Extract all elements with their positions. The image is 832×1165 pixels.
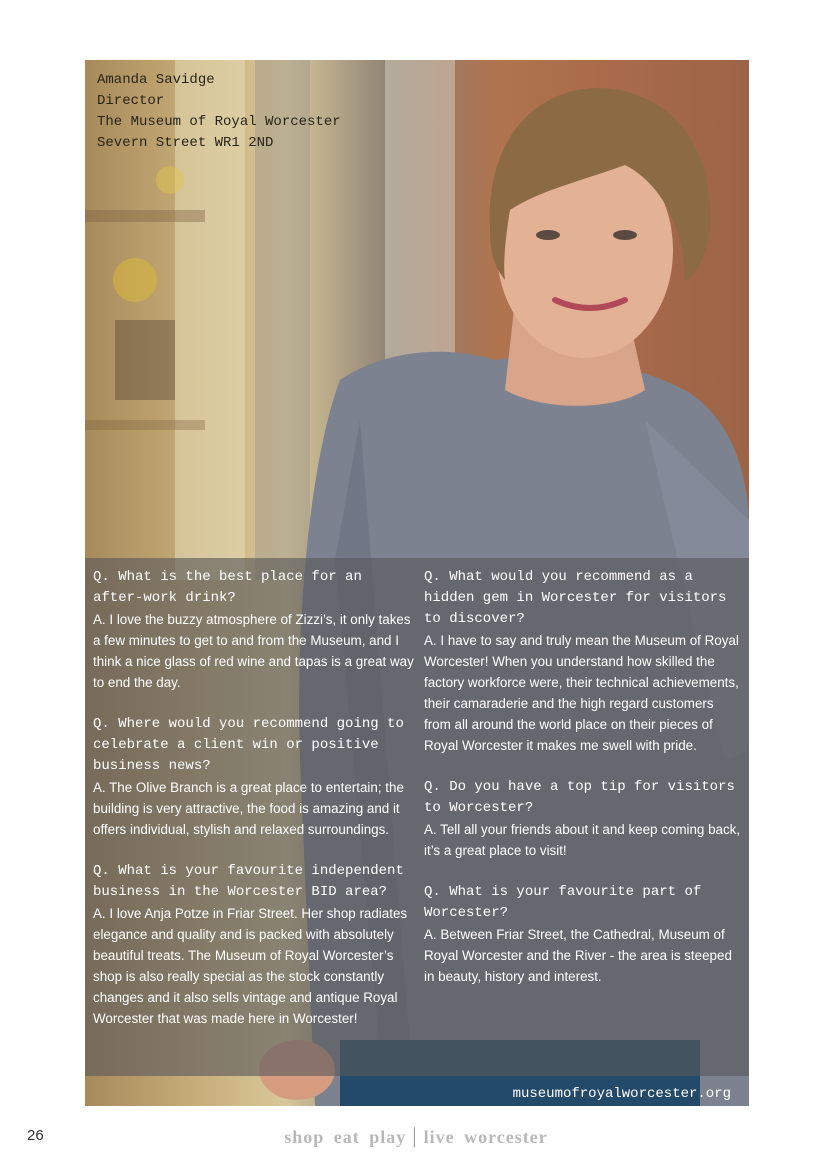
question: Q. Do you have a top tip for visitors to Worcester?: [424, 779, 735, 816]
answer: A. I have to say and truly mean the Museum of Royal Worcester! When you understand how skilled the factory workforce were, their technical achievements, their camaraderie and the high regard customers from all around the world place on their pieces of Royal Worcester it makes me swell with pride.: [424, 633, 739, 753]
question: Q. What is the best place for an after-work drink?: [93, 569, 362, 606]
portrait-photo: [85, 60, 749, 1106]
answer: A. I love the buzzy atmosphere of Zizzi’s, it only takes a few minutes to get to and from the Museum, and I think a nice glass of red wine and tapas is a great way to end the day.: [93, 612, 414, 690]
qa-column-right: [424, 567, 744, 987]
answer: A. I love Anja Potze in Friar Street. Her shop radiates elegance and quality and is packed with absolutely beautiful treats. The Museum of Royal Worcester’s shop is also really special as the stock constantly changes and it also sells vintage and antique Royal Worcester that was made here in Worcester!: [93, 906, 408, 1026]
page-number: 26: [27, 1127, 44, 1144]
answer: A. Between Friar Street, the Cathedral, Museum of Royal Worcester and the River - the area is steeped in beauty, history and interest.: [424, 927, 732, 984]
interviewee-role: Director: [97, 93, 165, 109]
interviewee-address: Severn Street WR1 2ND: [97, 135, 274, 151]
website-link[interactable]: museumofroyalworcester.org: [512, 1086, 731, 1102]
answer: A. The Olive Branch is a great place to entertain; the building is very attractive, the food is amazing and it offers individual, stylish and relaxed surroundings.: [93, 780, 404, 837]
footer-separator: |: [412, 1123, 418, 1148]
footer-left: shop eat play: [284, 1127, 407, 1147]
question: Q. What would you recommend as a hidden gem in Worcester for visitors to discover?: [424, 569, 727, 627]
answer: A. Tell all your friends about it and keep coming back, it’s a great place to visit!: [424, 822, 741, 858]
qa-column-left: [93, 567, 418, 1029]
interviewee-credit: [97, 70, 341, 154]
question: Q. What is your favourite part of Worcester?: [424, 884, 702, 921]
footer-right: live worcester: [423, 1127, 548, 1147]
question: Q. What is your favourite independent business in the Worcester BID area?: [93, 863, 404, 900]
interviewee-organisation: The Museum of Royal Worcester: [97, 114, 341, 130]
footer-brand: [0, 1123, 832, 1149]
interviewee-name: Amanda Savidge: [97, 72, 215, 88]
question: Q. Where would you recommend going to celebrate a client win or positive business news?: [93, 716, 404, 774]
